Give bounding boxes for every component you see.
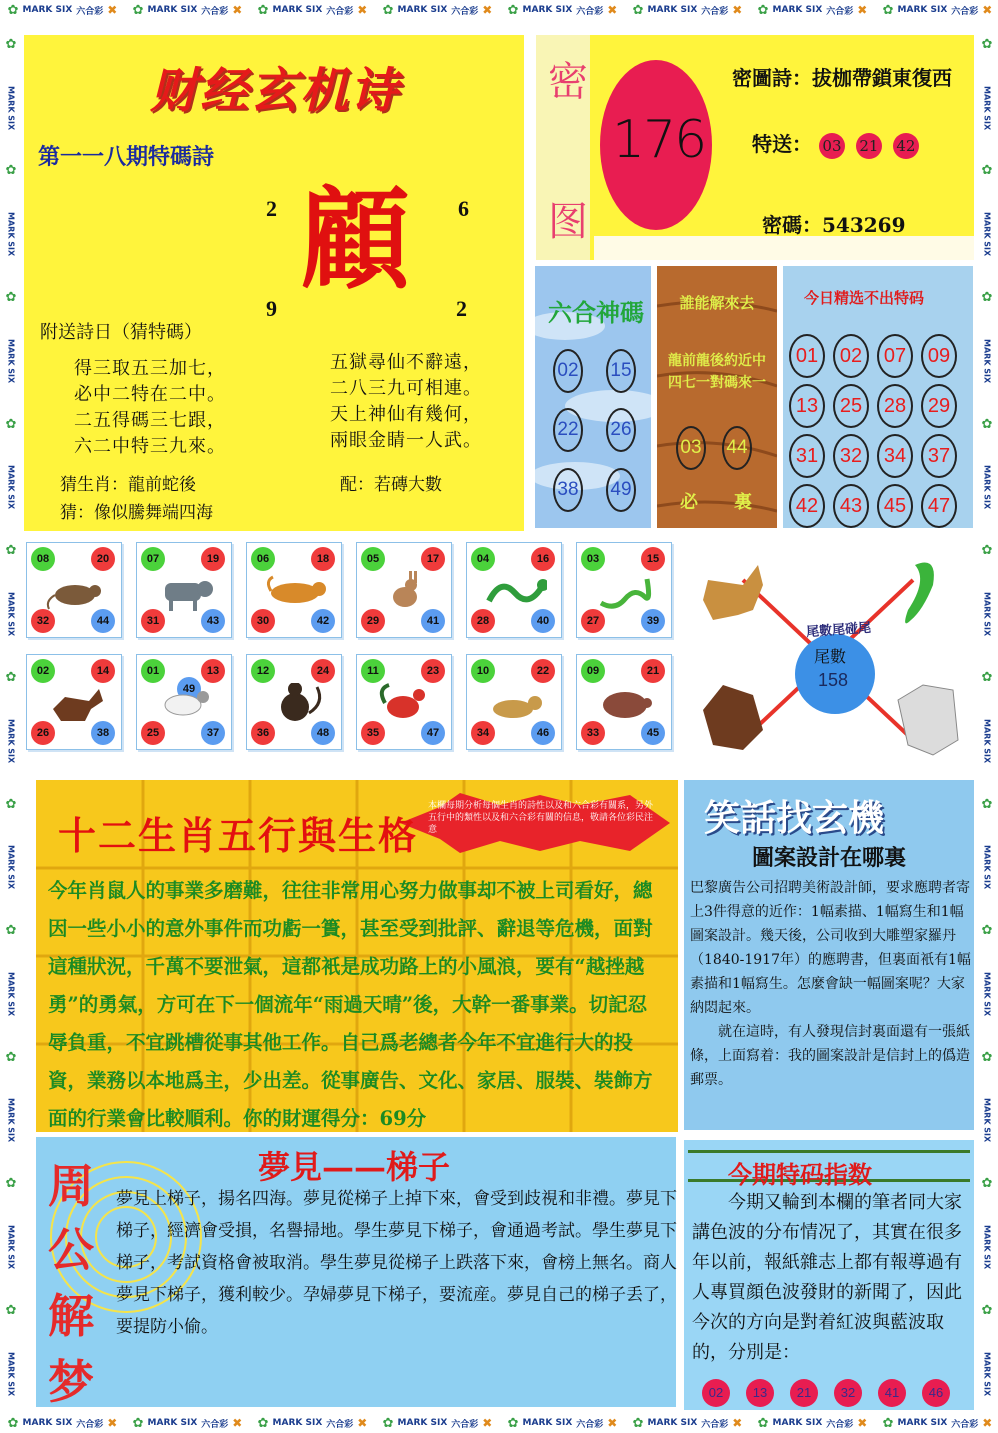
index-number-ball: 32 [834, 1379, 862, 1407]
zodiac-article-body: 今年肖鼠人的事業多磨難，往往非常用心努力做事却不被上司看好，總因一些小小的意外事件而功虧一簣，甚至受到批評、辭退等危機，面對這種狀況，千萬不要泄氣，這都衹是成功路上的小風浪，要有“越挫越勇”的勇氣，方可在下一個流年“雨過天晴”後，大幹一番事業。切記忍辱負重，不宜跳槽從事其他工作。自己爲老總者今年不宜進行大的投資，業務以本地爲主，少出差。從事廣告、文化、家居、服裝、裝飾方面的行業會比較順利。你的財運得分：69分 [48, 879, 653, 1130]
cross-icon: ✖ [607, 3, 618, 17]
border-brand-label: MARK SIX [982, 1351, 992, 1396]
dog-icon [703, 565, 763, 620]
border-brand-label: MARK SIX [982, 85, 992, 130]
zodiac-number-ball: 27 [581, 609, 605, 633]
cross-icon: ✖ [107, 3, 118, 17]
zodiac-number-ball: 30 [251, 609, 275, 633]
border-brand-cell [375, 1416, 500, 1431]
secret-char-tu: 图 [548, 199, 588, 245]
zodiac-number-ball: 36 [251, 721, 275, 745]
brand-chinese: 六合彩 [451, 1419, 479, 1430]
brand-chinese: 六合彩 [201, 1419, 229, 1430]
brand-chinese: 六合彩 [701, 1419, 729, 1430]
cross-icon: ✖ [732, 1416, 743, 1430]
flower-icon: ✿ [382, 2, 394, 18]
cross-icon: ✖ [107, 1416, 118, 1430]
dream-side-char: 公 [48, 1223, 94, 1277]
lucky-number: 22 [553, 408, 583, 452]
border-brand-label: MARK SIX [6, 1351, 16, 1396]
page-title: 财经玄机诗 [150, 63, 401, 119]
index-number-row [702, 1379, 950, 1407]
flower-icon: ✿ [5, 163, 17, 179]
poem-subtitle: 第一一八期特碼詩 [38, 144, 215, 170]
brand-label: MARK SIX [147, 5, 198, 15]
zodiac-number-ball: 48 [311, 721, 335, 745]
guess-phrase: 猜：像似騰舞端四海 [60, 503, 213, 523]
match-hint: 配：若磚大數 [340, 475, 442, 495]
send-ball: 42 [893, 133, 919, 159]
border-brand-label: MARK SIX [982, 845, 992, 890]
cross-icon: ✖ [857, 1416, 868, 1430]
brand-chinese: 六合彩 [826, 1419, 854, 1430]
border-brand-label: MARK SIX [6, 591, 16, 637]
flower-icon: ✿ [981, 36, 993, 52]
cross-icon: ✖ [982, 3, 993, 17]
zodiac-number-ball: 01 [141, 659, 165, 683]
excluded-number: 13 [789, 384, 825, 428]
index-title: 今期特码指数 [728, 1160, 872, 1189]
joke-paragraph: 巴黎廣告公司招聘美術設計師，要求應聘者寄上3件得意的近作：1幅素描、1幅寫生和1幅圖案設計。幾天後，公司收到大雕塑家羅丹（1840-1917年）的應聘書，但裏面衹有1幅素描和1幅寫生。怎麼會缺一幅圖案呢？大家納悶起來。 [690, 880, 971, 1016]
border-brand-label: MARK SIX [982, 1098, 992, 1143]
border-brand-cell [625, 1416, 750, 1431]
zodiac-card [26, 542, 122, 638]
cross-icon: ✖ [232, 1416, 243, 1430]
cross-icon: ✖ [607, 1416, 618, 1430]
zodiac-card [356, 542, 452, 638]
flower-icon: ✿ [981, 669, 993, 685]
brand-chinese: 六合彩 [326, 1419, 354, 1430]
zodiac-number-ball: 02 [31, 659, 55, 683]
brand-label: MARK SIX [647, 1418, 698, 1428]
zodiac-number-ball: 18 [311, 547, 335, 571]
zodiac-number-ball: 05 [361, 547, 385, 571]
flower-icon: ✿ [5, 1302, 17, 1318]
border-brand-label: MARK SIX [982, 212, 992, 257]
excluded-number: 09 [921, 334, 957, 378]
brand-label: MARK SIX [897, 1418, 948, 1428]
flower-icon: ✿ [981, 543, 993, 559]
zodiac-number-ball: 03 [581, 547, 605, 571]
brand-chinese: 六合彩 [576, 1419, 604, 1430]
zodiac-card [136, 542, 232, 638]
index-body: 今期又輪到本欄的筆者同大家講色波的分布情况了，其實在很多年以前，報紙雜志上都有報導過有人專買顔色波發財的新聞了，因此今次的方向是對着紅波與藍波取的，分別是： [692, 1192, 962, 1363]
horse-icon [45, 683, 107, 723]
top-border [0, 0, 998, 20]
zodiac-number-ball: 38 [91, 721, 115, 745]
zodiac-number-ball: 13 [201, 659, 225, 683]
zodiac-card [466, 542, 562, 638]
guess-zodiac: 猜生肖：龍前蛇後 [60, 475, 196, 495]
secret-bottom-strip [594, 236, 974, 260]
zodiac-number-ball: 43 [201, 609, 225, 633]
excluded-number: 37 [921, 434, 957, 478]
flower-icon: ✿ [132, 1415, 144, 1431]
zodiac-number-ball: 42 [311, 609, 335, 633]
excluded-number: 45 [877, 484, 913, 528]
zodiac-number-ball: 26 [31, 721, 55, 745]
lucky-number: 49 [606, 468, 636, 512]
corner-number-tr: 6 [458, 196, 469, 221]
zodiac-number-ball: 14 [91, 659, 115, 683]
border-brand-label: MARK SIX [982, 338, 992, 383]
joke-body [690, 876, 972, 1092]
riddle-foot-right: 裏 [734, 492, 752, 513]
zodiac-number-ball: 45 [641, 721, 665, 745]
border-brand-label: MARK SIX [6, 1225, 16, 1270]
flower-icon: ✿ [5, 36, 17, 52]
lucky-number: 38 [553, 468, 583, 512]
horse-icon [703, 685, 763, 750]
zodiac-number-ball: 28 [471, 609, 495, 633]
send-label: 特送： [752, 132, 812, 156]
dream-side-char: 周 [48, 1159, 94, 1213]
cross-icon: ✖ [232, 3, 243, 17]
index-number-ball: 46 [922, 1379, 950, 1407]
excluded-number: 32 [833, 434, 869, 478]
rat-icon [45, 571, 107, 611]
zodiac-number-ball: 04 [471, 547, 495, 571]
poem-line: 六二中特三九來。 [74, 436, 226, 457]
border-brand-label: MARK SIX [6, 971, 16, 1017]
border-brand-label: MARK SIX [6, 845, 16, 890]
riddle-line: 四七一對碼來一 [668, 375, 766, 391]
border-brand-label: MARK SIX [982, 591, 992, 637]
excluded-number: 25 [833, 384, 869, 428]
zodiac-card [466, 654, 562, 750]
brand-label: MARK SIX [397, 1418, 448, 1428]
starburst-note: 本欄每期分析每個生肖的詩性以及和六合彩有關系，另外五行中的類性以及和六合彩有關的信息，敬請各位彩民注意 [428, 801, 654, 835]
zodiac-number-ball: 35 [361, 721, 385, 745]
rooster-icon [375, 683, 437, 723]
zodiac-number-ball: 15 [641, 547, 665, 571]
zodiac-number-ball: 34 [471, 721, 495, 745]
dragon-icon [485, 571, 547, 611]
border-brand-label: MARK SIX [6, 85, 16, 130]
riddle-title: 誰能解來去 [679, 294, 755, 312]
flower-icon: ✿ [981, 416, 993, 432]
border-brand-cell [875, 1416, 998, 1431]
flower-icon: ✿ [5, 1049, 17, 1065]
flower-icon: ✿ [132, 2, 144, 18]
flower-icon: ✿ [981, 1302, 993, 1318]
cross-icon: ✖ [982, 1416, 993, 1430]
flower-icon: ✿ [981, 1049, 993, 1065]
flower-icon: ✿ [981, 163, 993, 179]
joke-title: 笑話找玄機 [704, 798, 885, 839]
poem-line: 五獄尋仙不辭遠， [330, 352, 482, 373]
send-ball: 21 [856, 133, 882, 159]
excluded-numbers-title: 今日精选不出特码 [804, 289, 925, 307]
brand-label: MARK SIX [147, 1418, 198, 1428]
zodiac-number-ball: 10 [471, 659, 495, 683]
brand-chinese: 六合彩 [701, 6, 729, 17]
dog-icon [485, 683, 547, 723]
border-brand-label: MARK SIX [982, 1225, 992, 1270]
border-brand-label: MARK SIX [982, 971, 992, 1017]
zodiac-card [246, 654, 342, 750]
cross-icon: ✖ [857, 3, 868, 17]
snake-icon [595, 571, 657, 611]
zodiac-number-ball: 17 [421, 547, 445, 571]
brand-chinese: 六合彩 [826, 6, 854, 17]
cross-icon: ✖ [482, 3, 493, 17]
poem-line: 二八三九可相連。 [330, 378, 482, 399]
ox-icon [155, 571, 217, 611]
zodiac-number-ball: 16 [531, 547, 555, 571]
border-brand-label: MARK SIX [6, 718, 16, 763]
brand-label: MARK SIX [397, 5, 448, 15]
riddle-line: 龍前龍後約近中 [668, 353, 766, 369]
flower-icon: ✿ [257, 2, 269, 18]
lucky-number: 26 [606, 408, 636, 452]
brand-chinese: 六合彩 [951, 1419, 979, 1430]
flower-icon: ✿ [7, 1415, 19, 1431]
flower-icon: ✿ [382, 1415, 394, 1431]
goat-icon [155, 683, 217, 723]
border-brand-label: MARK SIX [6, 1098, 16, 1143]
cross-icon: ✖ [357, 1416, 368, 1430]
index-number-ball: 13 [746, 1379, 774, 1407]
secret-poem: 密圖詩：拔枷帶鎖東復西 [732, 66, 952, 90]
excluded-number: 02 [833, 334, 869, 378]
secret-char-mi: 密 [548, 59, 588, 105]
excluded-number: 34 [877, 434, 913, 478]
flower-icon: ✿ [7, 2, 19, 18]
brand-label: MARK SIX [22, 1418, 73, 1428]
flower-icon: ✿ [882, 2, 894, 18]
zodiac-number-ball: 21 [641, 659, 665, 683]
left-border [0, 20, 22, 1413]
border-brand-cell [625, 3, 750, 18]
secret-code: 密碼：543269 [762, 213, 906, 237]
corner-number-bl: 9 [266, 296, 277, 321]
zodiac-number-ball: 29 [361, 609, 385, 633]
border-brand-label: MARK SIX [982, 718, 992, 763]
lucky-number: 15 [606, 349, 636, 393]
right-border [976, 20, 998, 1413]
poem-line: 兩眼金睛一人武。 [330, 430, 482, 451]
flower-icon: ✿ [5, 796, 17, 812]
brand-chinese: 六合彩 [576, 6, 604, 17]
zodiac-number-ball: 46 [531, 721, 555, 745]
brand-label: MARK SIX [897, 5, 948, 15]
flower-icon: ✿ [632, 2, 644, 18]
border-brand-label: MARK SIX [6, 338, 16, 383]
border-brand-cell [250, 3, 375, 18]
border-brand-label: MARK SIX [6, 465, 16, 510]
border-brand-cell [125, 3, 250, 18]
border-brand-cell [0, 3, 125, 18]
border-brand-cell [500, 3, 625, 18]
brand-label: MARK SIX [22, 5, 73, 15]
zodiac-number-ball: 11 [361, 659, 385, 683]
brand-chinese: 六合彩 [76, 6, 104, 17]
poem-left-column [74, 354, 226, 458]
zodiac-card [576, 654, 672, 750]
flower-icon: ✿ [5, 290, 17, 306]
rabbit-icon [375, 571, 437, 611]
poem-line: 必中二特在二中。 [74, 384, 226, 405]
send-ball: 03 [819, 133, 845, 159]
riddle-number: 44 [722, 426, 752, 470]
zodiac-number-ball: 20 [91, 547, 115, 571]
brand-label: MARK SIX [522, 5, 573, 15]
zodiac-number-ball: 09 [581, 659, 605, 683]
excluded-number: 47 [921, 484, 957, 528]
poem-line: 天上神仙有幾何， [330, 404, 482, 425]
brand-label: MARK SIX [522, 1418, 573, 1428]
brand-label: MARK SIX [272, 5, 323, 15]
zodiac-card [26, 654, 122, 750]
dream-side-char: 解 [48, 1289, 94, 1343]
border-brand-cell [750, 3, 875, 18]
zodiac-number-ball: 44 [91, 609, 115, 633]
goat-icon [898, 685, 958, 755]
zodiac-number-ball: 41 [421, 609, 445, 633]
lucky-numbers-title: 六合神碼 [548, 299, 644, 327]
zodiac-number-ball: 24 [311, 659, 335, 683]
zodiac-number-ball: 32 [31, 609, 55, 633]
flower-icon: ✿ [5, 923, 17, 939]
brand-chinese: 六合彩 [76, 1419, 104, 1430]
zodiac-number-ball: 22 [531, 659, 555, 683]
tail-arc-text: 尾數尾碰尾 [805, 620, 872, 641]
zodiac-number-ball: 47 [421, 721, 445, 745]
zodiac-number-ball: 19 [201, 547, 225, 571]
zodiac-number-ball: 08 [31, 547, 55, 571]
index-number-ball: 21 [790, 1379, 818, 1407]
brand-chinese: 六合彩 [201, 6, 229, 17]
border-brand-cell [125, 1416, 250, 1431]
bottom-border [0, 1413, 998, 1433]
joke-subtitle: 圖案設計在哪裏 [752, 845, 907, 871]
lucky-number: 02 [553, 349, 583, 393]
zodiac-number-ball: 07 [141, 547, 165, 571]
zodiac-number-ball: 31 [141, 609, 165, 633]
joke-paragraph: 就在這時，有人發現信封裏面還有一張紙條，上面寫着：我的圖案設計是信封上的僞造郵票。 [690, 1024, 970, 1088]
flower-icon: ✿ [882, 1415, 894, 1431]
tiger-icon [265, 571, 327, 611]
excluded-number: 28 [877, 384, 913, 428]
tail-label: 尾數 [814, 647, 847, 666]
excluded-number: 42 [789, 484, 825, 528]
corner-number-tl: 2 [266, 196, 277, 221]
secret-number: 176 [612, 110, 706, 170]
excluded-number: 29 [921, 384, 957, 428]
flower-icon: ✿ [981, 290, 993, 306]
send-row [752, 128, 923, 159]
dream-title: 夢見——梯子 [258, 1148, 451, 1186]
border-brand-cell [500, 1416, 625, 1431]
corner-number-br: 2 [456, 296, 467, 321]
flower-icon: ✿ [981, 796, 993, 812]
zodiac-number-ball: 12 [251, 659, 275, 683]
excluded-number: 43 [833, 484, 869, 528]
brand-chinese: 六合彩 [951, 6, 979, 17]
pig-icon [595, 683, 657, 723]
riddle-number: 03 [676, 426, 706, 470]
zodiac-card [576, 542, 672, 638]
tail-number: 158 [818, 670, 849, 690]
riddle-foot-left: 必 [680, 492, 698, 513]
border-brand-cell [250, 1416, 375, 1431]
flower-icon: ✿ [5, 669, 17, 685]
zodiac-number-ball: 23 [421, 659, 445, 683]
zodiac-card [356, 654, 452, 750]
excluded-number-grid [789, 334, 969, 528]
brand-label: MARK SIX [772, 1418, 823, 1428]
zodiac-number-ball: 40 [531, 609, 555, 633]
flower-icon: ✿ [981, 1176, 993, 1192]
zodiac-card-grid [26, 542, 678, 770]
brand-chinese: 六合彩 [451, 6, 479, 17]
flower-icon: ✿ [5, 543, 17, 559]
cross-icon: ✖ [357, 3, 368, 17]
flower-icon: ✿ [257, 1415, 269, 1431]
border-brand-label: MARK SIX [982, 465, 992, 510]
poem-line: 二五得碼三七跟， [74, 410, 226, 431]
border-brand-label: MARK SIX [6, 212, 16, 257]
flower-icon: ✿ [5, 416, 17, 432]
cross-icon: ✖ [482, 1416, 493, 1430]
border-brand-cell [0, 1416, 125, 1431]
zodiac-number-ball: 49 [177, 677, 201, 701]
flower-icon: ✿ [981, 923, 993, 939]
excluded-number: 31 [789, 434, 825, 478]
index-number-ball: 02 [702, 1379, 730, 1407]
poem-heading: 附送詩日（猜特碼） [40, 322, 202, 343]
zodiac-article-title: 十二生肖五行與生格 [58, 813, 419, 858]
brand-label: MARK SIX [272, 1418, 323, 1428]
dream-side-char: 梦 [48, 1355, 94, 1409]
zodiac-number-ball: 39 [641, 609, 665, 633]
border-brand-cell [375, 3, 500, 18]
excluded-number: 01 [789, 334, 825, 378]
flower-icon: ✿ [507, 2, 519, 18]
big-hint-character: 顧 [300, 175, 410, 304]
border-brand-cell [750, 1416, 875, 1431]
poem-line: 得三取五三加七， [74, 358, 226, 379]
flower-icon: ✿ [5, 1176, 17, 1192]
brand-label: MARK SIX [772, 5, 823, 15]
zodiac-number-ball: 33 [581, 721, 605, 745]
dream-body: 夢見上梯子，揚名四海。夢見從梯子上掉下來，會受到歧視和非禮。夢見下梯子，經濟會受損，名譽掃地。學生夢見下梯子，會通過考試。學生夢見下梯子，考試資格會被取消。學生夢見從梯子上跌落下來，會榜上無名。商人夢見下梯子，獲利較少。孕婦夢見下梯子，要流産。夢見自己的梯子丢了，要提防小偷。 [116, 1189, 677, 1337]
zodiac-card [136, 654, 232, 750]
zodiac-card [246, 542, 342, 638]
snake-icon [905, 563, 934, 624]
zodiac-number-ball: 37 [201, 721, 225, 745]
cross-icon: ✖ [732, 3, 743, 17]
zodiac-number-ball: 25 [141, 721, 165, 745]
monkey-icon [265, 683, 327, 723]
brand-label: MARK SIX [647, 5, 698, 15]
flower-icon: ✿ [507, 1415, 519, 1431]
flower-icon: ✿ [757, 1415, 769, 1431]
index-number-ball: 41 [878, 1379, 906, 1407]
excluded-number: 07 [877, 334, 913, 378]
brand-chinese: 六合彩 [326, 6, 354, 17]
zodiac-number-ball: 06 [251, 547, 275, 571]
flower-icon: ✿ [757, 2, 769, 18]
poem-right-column [330, 348, 482, 452]
flower-icon: ✿ [632, 1415, 644, 1431]
border-brand-cell [875, 3, 998, 18]
